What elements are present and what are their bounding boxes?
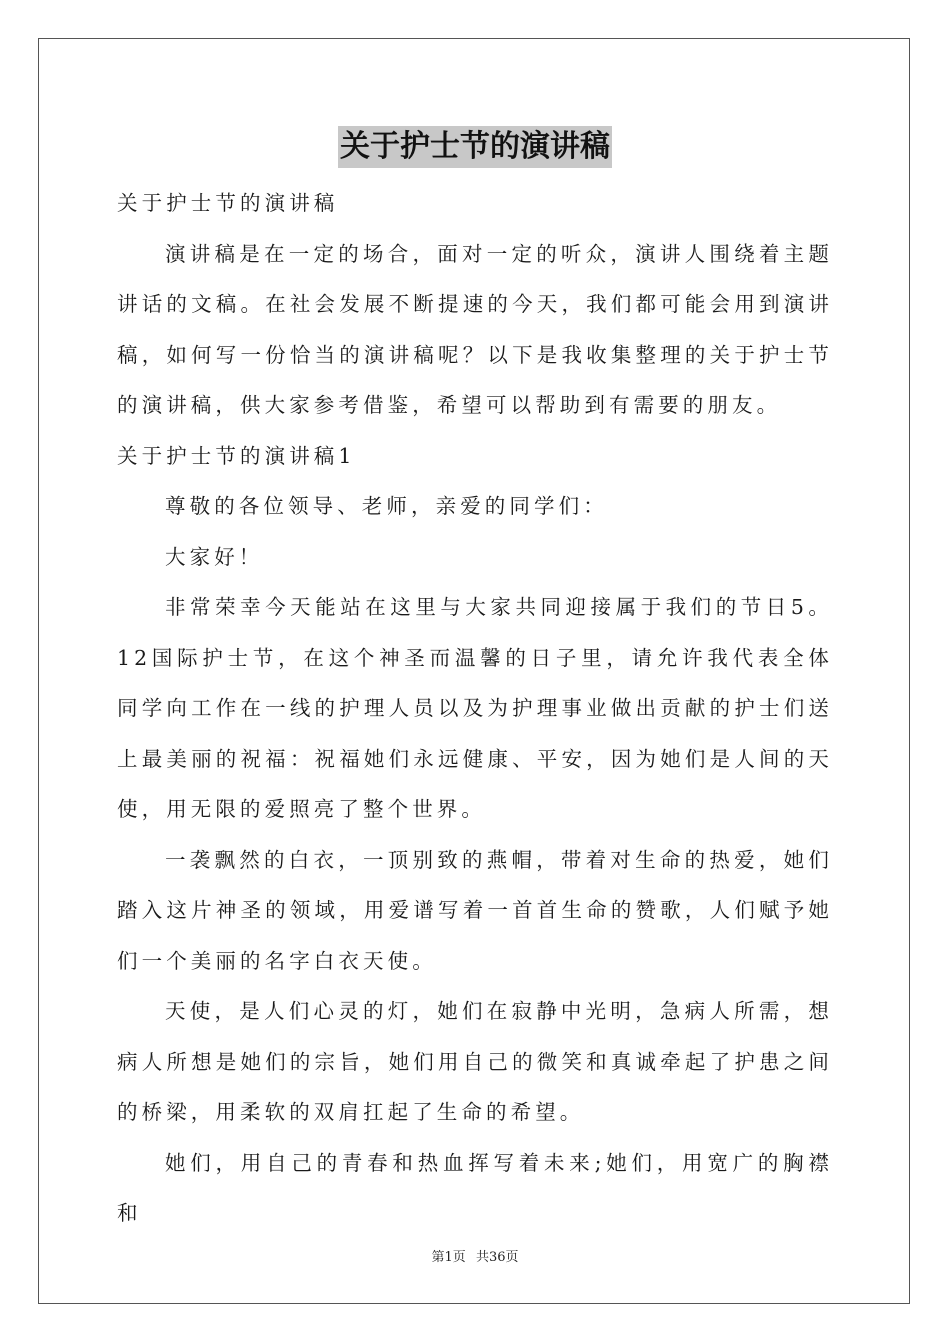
page-total: 共36页 <box>475 1250 519 1265</box>
paragraph-section-heading: 关于护士节的演讲稿1 <box>117 443 356 468</box>
paragraph-salutation: 尊敬的各位领导、老师，亲爱的同学们： <box>165 494 608 518</box>
paragraph-subtitle: 关于护士节的演讲稿 <box>117 191 339 215</box>
paragraph-intro: 演讲稿是在一定的场合，面对一定的听众，演讲人围绕着主题讲话的文稿。在社会发展不断提速的今天，我们都可能会用到演讲稿，如何写一份恰当的演讲稿呢？以下是我收集整理的关于护士节的演讲稿，供大家参考借鉴，希望可以帮助到有需要的朋友。 <box>117 241 833 417</box>
paragraph-body: 一袭飘然的白衣，一顶别致的燕帽，带着对生命的热爱，她们踏入这片神圣的领域，用爱谱写着一首首生命的赞歌，人们赋予她们一个美丽的名字白衣天使。 <box>117 847 833 973</box>
document-body <box>117 178 833 1239</box>
page-number: 第1页 <box>431 1250 466 1265</box>
document-title-text: 关于护士节的演讲稿 <box>338 126 612 168</box>
page-footer <box>0 1246 950 1265</box>
paragraph-greeting: 大家好！ <box>165 544 264 569</box>
paragraph-body: 非常荣幸今天能站在这里与大家共同迎接属于我们的节日5。12国际护士节，在这个神圣而温馨的日子里，请允许我代表全体同学向工作在一线的护理人员以及为护理事业做出贡献的护士们送上最美丽的祝福：祝福她们永远健康、平安，因为她们是人间的天使，用无限的爱照亮了整个世界。 <box>117 595 833 821</box>
paragraph-body: 天使，是人们心灵的灯，她们在寂静中光明，急病人所需，想病人所想是她们的宗旨，她们用自己的微笑和真诚牵起了护患之间的桥梁，用柔软的双肩扛起了生命的希望。 <box>117 999 833 1124</box>
paragraph-body: 她们，用自己的青春和热血挥写着未来;她们，用宽广的胸襟和 <box>117 1150 833 1225</box>
document-title <box>0 126 950 168</box>
